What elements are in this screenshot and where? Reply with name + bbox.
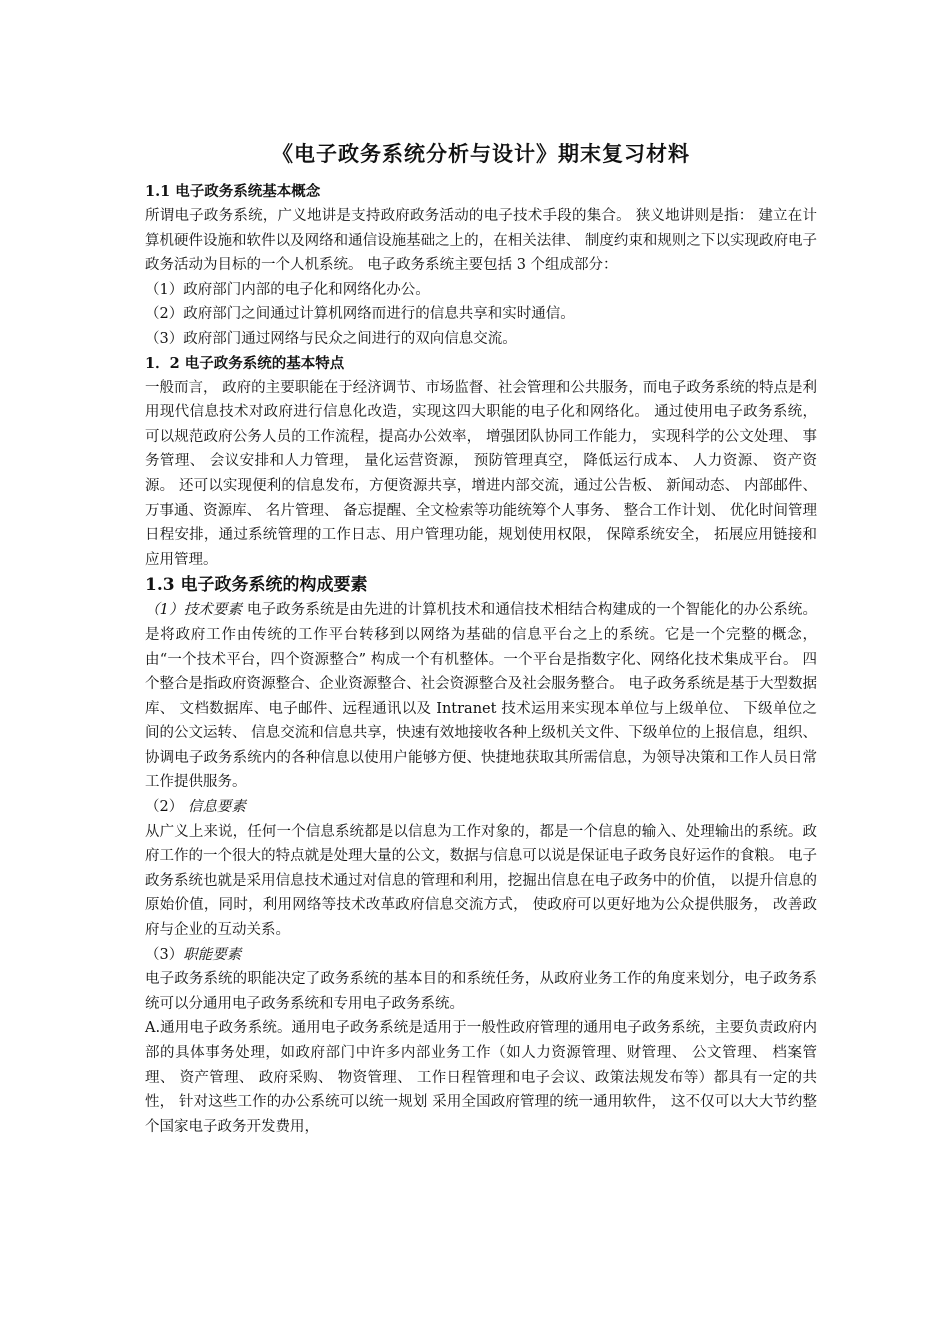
func-element-number: （3） <box>145 946 184 963</box>
section-1-2-paragraph: 一般而言， 政府的主要职能在于经济调节、市场监督、社会管理和公共服务，而电子政务系统的特点是利用现代信息技术对政府进行信息化改造，实现这四大职能的电子化和网络化。 通过使用电子政务系统， 可以规范政府公务人员的工作流程，提高办公效率， 增强团队协同工作能力， 实现科学的公文处理、 事务管理、 会议安排和人力管理， 量化运营资源， 预防管理真空， 降低运行成本、 人力资源、 资产资源。 还可以实现便利的信息发布，方便资源共享，增进内部交流，通过公告板、 新闻动态、 内部邮件、 万事通、资源库、 名片管理、 备忘提醒、全文检索等功能统筹个人事务、 整合工作计划、 优化时间管理日程安排，通过系统管理的工作日志、用户管理功能，规划使用权限， 保障系统安全， 拓展应用链接和应用管理。 <box>145 379 817 568</box>
section-1-1-item-2: （2）政府部门之间通过计算机网络而进行的信息共享和实时通信。 <box>145 306 575 323</box>
general-system-paragraph: A.通用电子政务系统。通用电子政务系统是适用于一般性政府管理的通用电子政务系统，主要负责政府内部的具体事务处理，如政府部门中许多内部业务工作（如人力资源管理、财管理、 公文管理、 档案管理、 资产管理、 政府采购、 物资管理、 工作日程管理和电子会议、政策法规发布等）都具有一定的共性， 针对这些工作的办公系统可以统一规划 采用全国政府管理的统一通用软件， 这不仅可以大大节约整个国家电子政务开发费用， <box>145 1020 817 1135</box>
section-1-2-heading: 1．2 电子政务系统的基本特点 <box>145 354 345 372</box>
tech-element-text: 电子政务系统是由先进的计算机技术和通信技术相结合构建成的一个智能化的办公系统。是将政府工作由传统的工作平台转移到以网络为基础的信息平台之上的系统。它是一个完整的概念，由“一个技术平台，四个资源整合” 构成一个有机整体。一个平台是指数字化、网络化技术集成平台。 四个整合是指政府资源整合、企业资源整合、社会资源整合及社会服务整合。 电子政务系统是基于大型数据库、 文档数据库、电子邮件、远程通讯以及 Intranet 技术运用来实现本单位与上级单位、 下级单位之间的公文运转、 信息交流和信息共享，快速有效地接收各种上级机关文件、下级单位的上报信息，组织、协调电子政务系统内的各种信息以使用户能够方便、快捷地获取其所需信息，为领导决策和工作人员日常工作提供服务。 <box>145 602 817 791</box>
info-element-label: 信息要素 <box>183 799 246 816</box>
document-title: 《电子政务系统分析与设计》期末复习材料 <box>272 141 690 166</box>
document-page <box>145 140 817 1139</box>
section-1-1-paragraph: 所谓电子政务系统，广义地讲是支持政府政务活动的电子技术手段的集合。 狭义地讲则是指： 建立在计算机硬件设施和软件以及网络和通信设施基础之上的，在相关法律、 制度约束和规则之下以实现政府电子政务活动为目标的一个人机系统。 电子政务系统主要包括 3 个组成部分： <box>145 208 817 274</box>
info-element-heading <box>145 795 817 820</box>
tech-element-paragraph <box>145 598 817 795</box>
func-element-heading <box>145 943 817 968</box>
func-element-label: 职能要素 <box>183 946 242 963</box>
section-1-1-heading: 1.1 电子政务系统基本概念 <box>145 183 321 200</box>
info-element-number: （2） <box>145 799 184 816</box>
section-1-3-heading: 1.3 电子政务系统的构成要素 <box>145 575 368 596</box>
section-1-1-item-3: （3）政府部门通过网络与民众之间进行的双向信息交流。 <box>145 330 517 347</box>
info-element-paragraph: 从广义上来说，任何一个信息系统都是以信息为工作对象的，都是一个信息的输入、处理输出的系统。政府工作的一个很大的特点就是处理大量的公文，数据与信息可以说是保证电子政务良好运作的食粮。 电子政务系统也就是采用信息技术通过对信息的管理和利用，挖掘出信息在电子政务中的价值， 以提升信息的原始价值，同时，利用网络等技术改革政府信息交流方式， 使政府可以更好地为公众提供服务， 改善政府与企业的互动关系。 <box>145 823 817 939</box>
tech-element-label: （1）技术要素 <box>145 602 243 619</box>
section-1-1-item-1: （1）政府部门内部的电子化和网络化办公。 <box>145 281 430 298</box>
func-element-paragraph: 电子政务系统的职能决定了政务系统的基本目的和系统任务，从政府业务工作的角度来划分，电子政务系统可以分通用电子政务系统和专用电子政务系统。 <box>145 971 817 1012</box>
